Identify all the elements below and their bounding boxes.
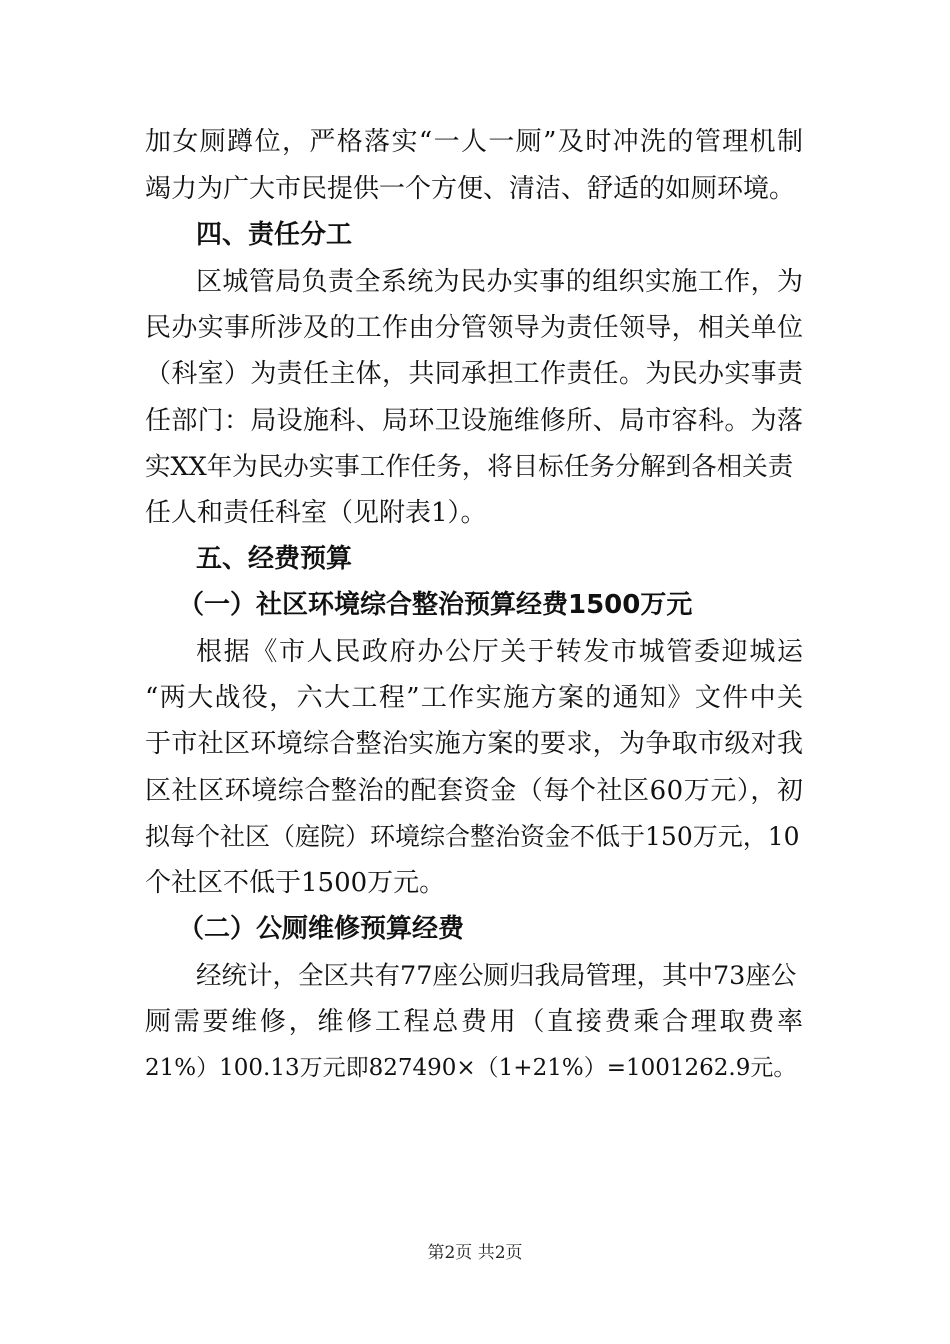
section-heading — [0, 539, 950, 579]
section5-heading: 五、经费预算 — [196, 544, 353, 574]
text-line — [0, 817, 950, 857]
text-line — [0, 1002, 950, 1042]
paragraph-line: 竭力为广大市民提供一个方便、清洁、舒适的如厕环境。 — [145, 174, 796, 204]
text-line — [0, 493, 950, 533]
text-line — [0, 447, 950, 487]
text-line — [0, 354, 950, 394]
page-number-label: 第2页 共2页 — [427, 1243, 523, 1263]
paragraph-line: 根据《市人民政府办公厅关于转发市城管委迎城运 — [196, 637, 805, 667]
paragraph-line: 21%）100.13万元即827490×（1+21%）=1001262.9元。 — [145, 1055, 797, 1081]
section-heading — [0, 215, 950, 255]
paragraph-line: 个社区不低于1500万元。 — [145, 868, 446, 898]
paragraph-line: 任人和责任科室（见附表1）。 — [145, 498, 487, 528]
subsection-heading — [0, 909, 950, 949]
section4-heading: 四、责任分工 — [196, 220, 353, 250]
text-line — [0, 771, 950, 811]
subsection-heading — [0, 585, 950, 625]
paragraph-line: 实XX年为民办实事工作任务，将目标任务分解到各相关责 — [145, 452, 794, 482]
text-line — [0, 308, 950, 348]
text-line — [0, 863, 950, 903]
sub2-heading: （二）公厕维修预算经费 — [178, 914, 465, 944]
paragraph-line: 厕需要维修，维修工程总费用（直接费乘合理取费率 — [145, 1007, 806, 1037]
text-line — [0, 169, 950, 209]
text-line — [0, 632, 950, 672]
paragraph-line: 经统计，全区共有77座公厕归我局管理，其中73座公 — [196, 961, 797, 991]
paragraph-line: 区城管局负责全系统为民办实事的组织实施工作，为 — [196, 267, 804, 297]
text-line — [0, 401, 950, 441]
text-line — [0, 678, 950, 718]
paragraph-line: 民办实事所涉及的工作由分管领导为责任领导，相关单位 — [145, 313, 804, 343]
text-line — [0, 956, 950, 996]
paragraph-line: 区社区环境综合整治的配套资金（每个社区60万元），初 — [145, 776, 804, 806]
sub1-heading: （一）社区环境综合整治预算经费1500万元 — [178, 590, 693, 620]
paragraph-line: “两大战役，六大工程”工作实施方案的通知》文件中关 — [145, 683, 805, 713]
paragraph-line: 任部门：局设施科、局环卫设施维修所、局市容科。为落 — [145, 406, 804, 436]
paragraph-line: （科室）为责任主体，共同承担工作责任。为民办实事责 — [145, 359, 804, 389]
text-line — [0, 1048, 950, 1088]
paragraph-line: 拟每个社区（庭院）环境综合整治资金不低于150万元，10 — [145, 822, 800, 851]
paragraph-line: 加女厕蹲位，严格落实“一人一厕”及时冲洗的管理机制 — [145, 127, 805, 157]
paragraph-line: 于市社区环境综合整治实施方案的要求，为争取市级对我 — [145, 729, 804, 759]
text-line — [0, 122, 950, 162]
page-footer — [0, 1240, 950, 1266]
text-line — [0, 724, 950, 764]
text-line — [0, 262, 950, 302]
